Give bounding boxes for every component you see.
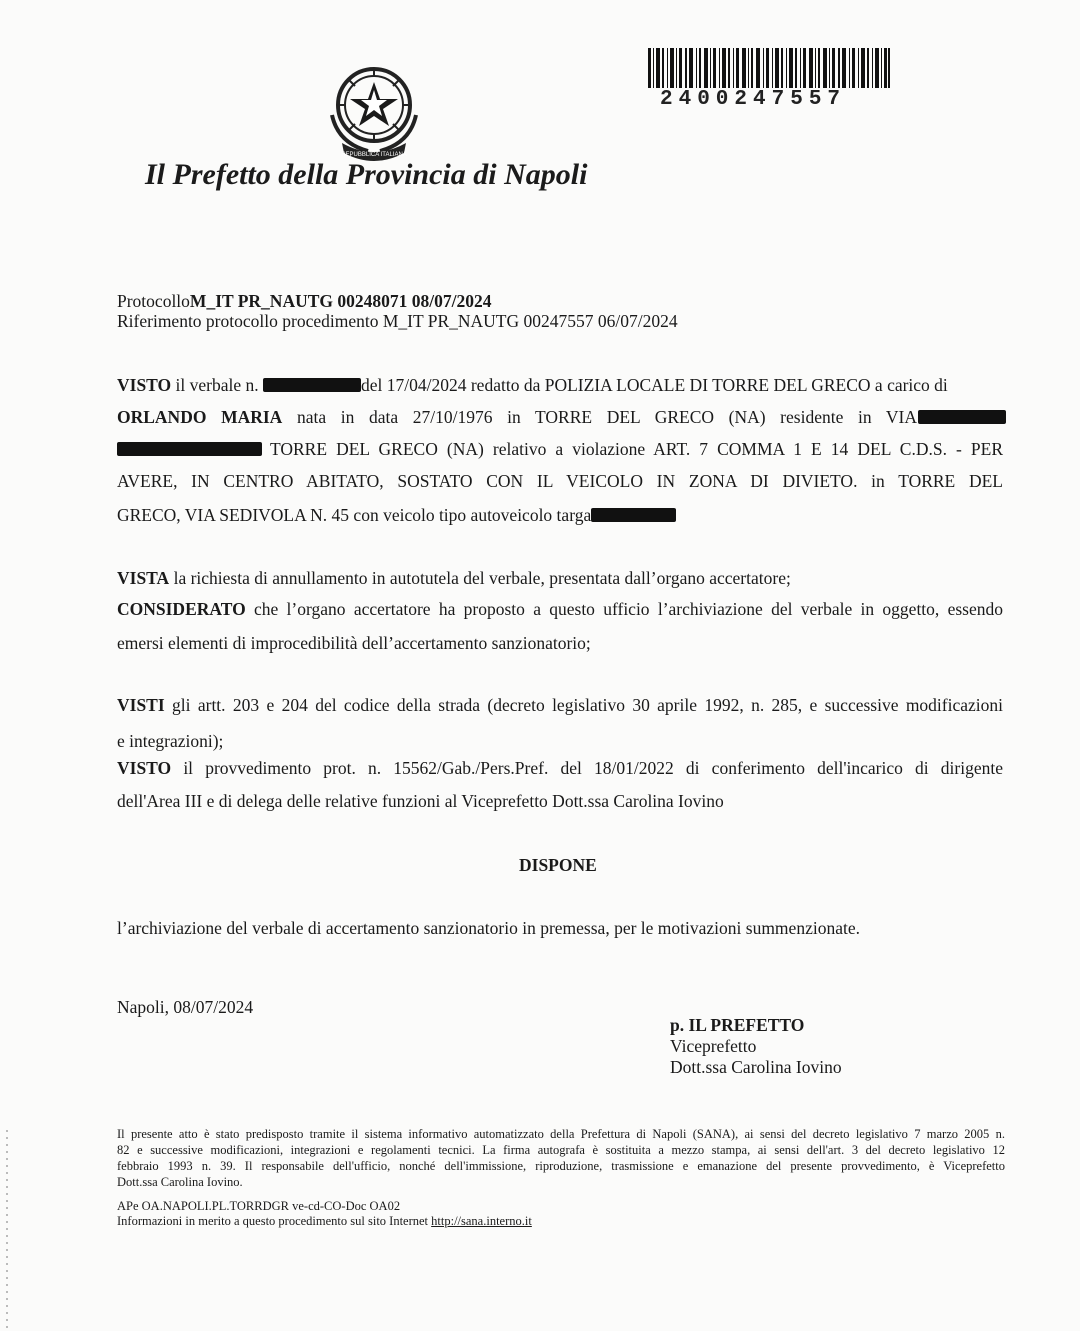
dispone-text: l’archiviazione del verbale di accertamento sanzionatorio in premessa, per le motivazioni summenzionate. (117, 918, 860, 938)
reference-protocol-line: Riferimento protocollo procedimento M_IT PR_NAUTG 00247557 06/07/2024 (117, 311, 678, 331)
protocol-line: ProtocolloM_IT PR_NAUTG 00248071 08/07/2024 (117, 291, 492, 311)
visti-line1: VISTI gli artt. 203 e 204 del codice della strada (decreto legislativo 30 aprile 1992, n. 285, e successive modificazioni (117, 695, 1004, 715)
signature-role: Viceprefetto (670, 1036, 757, 1056)
footer-ape: APe OA.NAPOLI.PL.TORRDGR ve-cd-CO-Doc OA02 (117, 1199, 401, 1213)
emblem-ribbon-text: REPUBBLICA ITALIANA (341, 152, 407, 158)
redaction (591, 508, 676, 522)
barcode-number: 2400247557 (660, 88, 847, 111)
visto-provvedimento-line2: dell'Area III e di delega delle relative funzioni al Viceprefetto Dott.ssa Carolina Iovino (117, 791, 724, 811)
considerato-line2: emersi elementi di improcedibilità dell’accertamento sanzionatorio; (117, 633, 591, 653)
redaction (263, 378, 361, 392)
redaction (918, 410, 1006, 424)
scan-margin-marks (6, 1130, 8, 1330)
signature-title: p. IL PREFETTO (670, 1015, 805, 1035)
barcode (648, 48, 890, 88)
considerato-line1: CONSIDERATO che l’organo accertatore ha proposto a questo ufficio l’archiviazione del verbale in oggetto, essendo (117, 599, 1003, 619)
visto-verbale-line1: VISTO il verbale n. del 17/04/2024 redatto da POLIZIA LOCALE DI TORRE DEL GRECO a carico di (117, 375, 948, 395)
visto-verbale-line5: GRECO, VIA SEDIVOLA N. 45 con veicolo tipo autoveicolo targa (117, 504, 676, 526)
visti-line2: e integrazioni); (117, 731, 224, 751)
sana-link[interactable]: http://sana.interno.it (431, 1214, 532, 1228)
page-title: Il Prefetto della Provincia di Napoli (145, 158, 588, 191)
dispone-heading: DISPONE (519, 855, 597, 875)
vista-paragraph: VISTA la richiesta di annullamento in autotutela del verbale, presentata dall’organo accertatore; (117, 568, 791, 588)
emblem-icon (318, 55, 430, 167)
visto-provvedimento-line1: VISTO il provvedimento prot. n. 15562/Gab./Pers.Pref. del 18/01/2022 di conferimento dell'incarico di dirigente (117, 758, 1003, 778)
visto-verbale-line4: AVERE, IN CENTRO ABITATO, SOSTATO CON IL VEICOLO IN ZONA DI DIVIETO. in TORRE DEL (117, 471, 1003, 491)
signature-name: Dott.ssa Carolina Iovino (670, 1057, 842, 1077)
visto-verbale-line3: TORRE DEL GRECO (NA) relativo a violazione ART. 7 COMMA 1 E 14 DEL C.D.S. - PER (270, 439, 1003, 459)
redaction (117, 442, 262, 456)
footer-notice: Il presente atto è stato predisposto tramite il sistema informativo automatizzato della Prefettura di Napoli (SANA), ai sensi del decreto legislativo 7 marzo 2005 n. 82 e successive modificazioni, integrazioni e regolamenti tecnici. La firma autografa è sostituita a mezzo stampa, ai sensi dell'art. 3 del decreto legislativo 12 febbraio 1993 n. 39. Il responsabile dell'ufficio, nonché dell'immissione, riproduzione, trasmissione e emanazione del presente provvedimento, è Viceprefetto Dott.ssa Carolina Iovino. (117, 1127, 1005, 1189)
footer-info: Informazioni in merito a questo procedimento sul sito Internet http://sana.interno.it (117, 1214, 532, 1228)
place-date: Napoli, 08/07/2024 (117, 997, 254, 1017)
visto-verbale-line2: ORLANDO MARIA nata in data 27/10/1976 in TORRE DEL GRECO (NA) residente in VIA (117, 407, 918, 427)
